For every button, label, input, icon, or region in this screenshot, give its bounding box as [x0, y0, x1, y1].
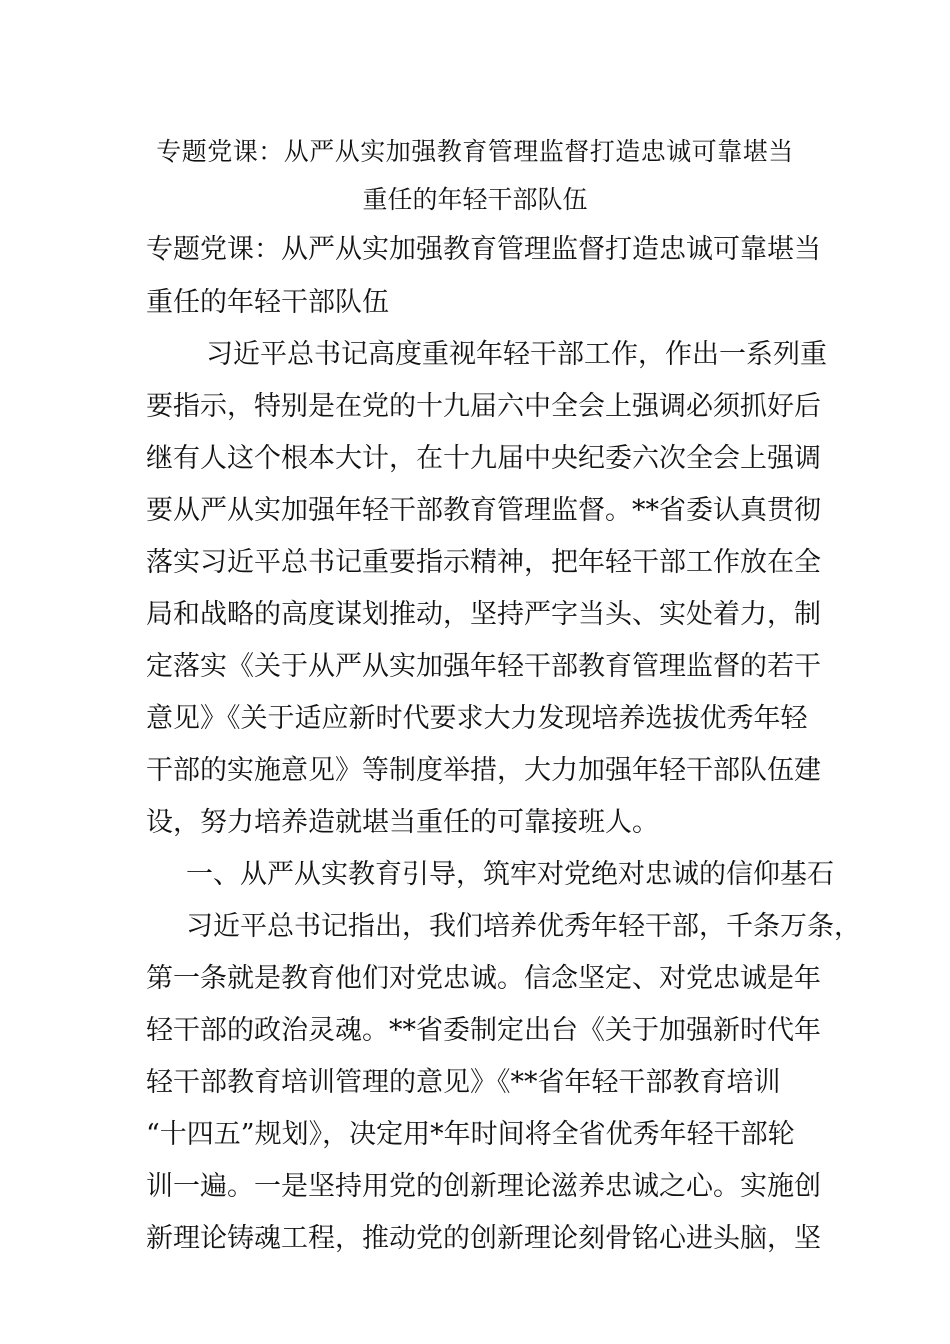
subtitle-line-2: 重任的年轻干部队伍: [146, 287, 389, 318]
paragraph-line: 局和战略的高度谋划推动，坚持严字当头、实处着力，制: [146, 599, 821, 630]
paragraph-line: 第一条就是教育他们对党忠诚。信念坚定、对党忠诚是年: [146, 963, 821, 994]
paragraph-line: 习近平总书记高度重视年轻干部工作，作出一系列重: [206, 339, 827, 370]
paragraph-line: 继有人这个根本大计，在十九届中央纪委六次全会上强调: [146, 443, 821, 474]
paragraph-line: 训一遍。一是坚持用党的创新理论滋养忠诚之心。实施创: [146, 1171, 821, 1202]
document-title-line-2: 重任的年轻干部队伍: [362, 185, 588, 214]
paragraph-line: 意见》《关于适应新时代要求大力发现培养选拔优秀年轻: [146, 703, 808, 734]
section-heading: 一、从严从实教育引导，筑牢对党绝对忠诚的信仰基石: [186, 859, 834, 890]
paragraph-line: 干部的实施意见》等制度举措，大力加强年轻干部队伍建: [146, 755, 821, 786]
paragraph-line: 习近平总书记指出，我们培养优秀年轻干部，千条万条，: [186, 911, 861, 942]
paragraph-line: 轻干部教育培训管理的意见》《**省年轻干部教育培训: [146, 1067, 781, 1098]
document-title-line-1: 专题党课：从严从实加强教育管理监督打造忠诚可靠堪当: [156, 137, 794, 166]
paragraph-line: 设，努力培养造就堪当重任的可靠接班人。: [146, 807, 659, 838]
paragraph-line: 轻干部的政治灵魂。**省委制定出台《关于加强新时代年: [146, 1015, 821, 1046]
paragraph-line: 定落实《关于从严从实加强年轻干部教育管理监督的若干: [146, 651, 821, 682]
paragraph-line: 落实习近平总书记重要指示精神，把年轻干部工作放在全: [146, 547, 821, 578]
paragraph-line: 要指示，特别是在党的十九届六中全会上强调必须抓好后: [146, 391, 821, 422]
paragraph-line: 新理论铸魂工程，推动党的创新理论刻骨铭心进头脑，坚: [146, 1223, 821, 1254]
paragraph-line: “十四五”规划》，决定用*年时间将全省优秀年轻干部轮: [146, 1119, 795, 1150]
paragraph-line: 要从严从实加强年轻干部教育管理监督。**省委认真贯彻: [146, 495, 821, 526]
subtitle-line-1: 专题党课：从严从实加强教育管理监督打造忠诚可靠堪当: [146, 234, 821, 265]
